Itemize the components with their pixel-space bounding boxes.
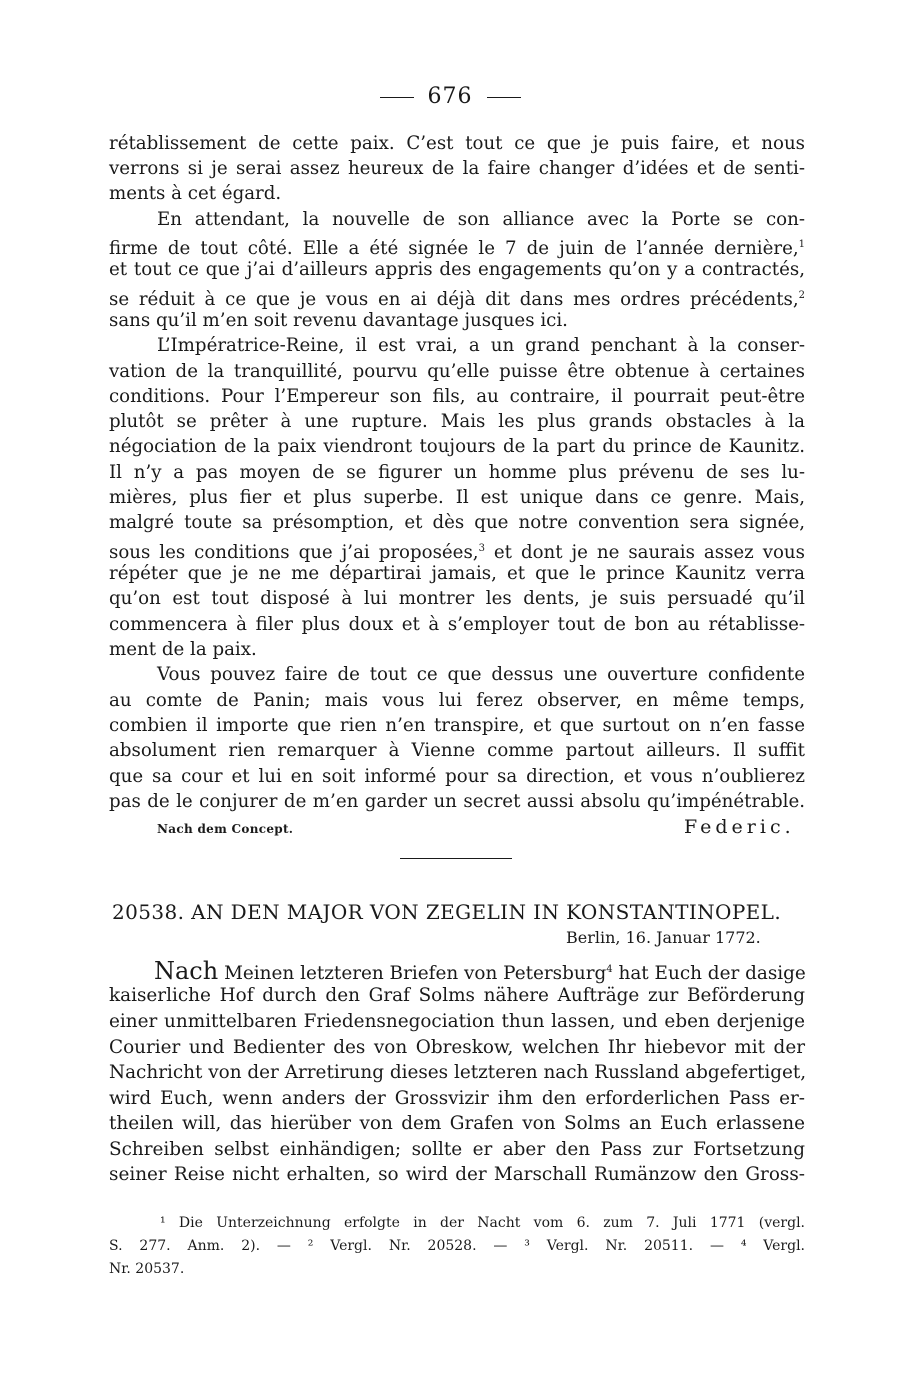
footnote-mark: 1 (798, 239, 805, 250)
drop-cap-word: Nach (154, 957, 219, 985)
page-number (0, 84, 900, 109)
text-line: rétablissement de cette paix. C’est tout ce que je puis faire, et nous (109, 133, 805, 154)
text-line: verrons si je serai assez heureux de la faire changer d’idées et de senti- (109, 158, 805, 179)
source-note: Nach dem Concept. (157, 822, 294, 836)
page-number-dash-right (487, 97, 521, 98)
text-line: négociation de la paix viendront toujours de la part du prince de Kaunitz. (109, 436, 805, 457)
section-divider (400, 858, 512, 859)
text-fragment: et dont je ne saurais assez vous (493, 542, 805, 563)
text-line: seiner Reise nicht erhalten, so wird der Marschall Rumänzow den Gross- (109, 1164, 805, 1185)
text-line: En attendant, la nouvelle de son alliance avec la Porte se con- (157, 209, 805, 230)
footnote-line: Nr. 20537. (109, 1261, 185, 1277)
page-number-text: 676 (427, 84, 473, 109)
text-line: plutôt se prêter à une rupture. Mais les plus grands obstacles à la (109, 411, 805, 432)
text-fragment: hat Euch der dasige (612, 963, 806, 984)
text-line: Vous pouvez faire de tout ce que dessus une ouverture confidente (157, 664, 805, 685)
footnote-line: S. 277. Anm. 2). — ² Vergl. Nr. 20528. — ³ Vergl. Nr. 20511. — ⁴ Vergl. (109, 1238, 805, 1254)
text-line: commencera à filer plus doux et à s’employer tout de bon au rétablisse- (109, 614, 805, 635)
text-line: Il n’y a pas moyen de se figurer un homme plus prévenu de ses lu- (109, 462, 805, 483)
text-line: einer unmittelbaren Friedensnegociation thun lassen, und eben derjenige (109, 1011, 805, 1032)
text-line: mières, plus fier et plus superbe. Il est unique dans ce genre. Mais, (109, 487, 805, 508)
text-line: combien il importe que rien n’en transpire, et que surtout on n’en fasse (109, 715, 805, 736)
text-fragment: Meinen letzteren Briefen von Petersburg (218, 963, 607, 984)
letter-heading: 20538. AN DEN MAJOR VON ZEGELIN IN KONSTANTINOPEL. (112, 900, 782, 924)
text-line: malgré toute sa présomption, et dès que notre convention sera signée, (109, 512, 805, 533)
text-line: ments à cet égard. (109, 183, 282, 204)
text-fragment (485, 542, 494, 563)
text-line: conditions. Pour l’Empereur son fils, au contraire, il pourrait peut-être (109, 386, 805, 407)
text-fragment: se réduit à ce que je vous en ai déjà dit dans mes ordres précédents, (109, 289, 799, 310)
text-line (154, 957, 805, 986)
text-line: ment de la paix. (109, 639, 257, 660)
text-line: L’Impératrice-Reine, il est vrai, a un grand penchant à la conser- (157, 335, 805, 356)
footnote-mark: 2 (798, 290, 805, 301)
text-line: sans qu’il m’en soit revenu davantage jusques ici. (109, 310, 568, 331)
text-fragment: sous les conditions que j’ai proposées, (109, 542, 479, 563)
text-line: absolument rien remarquer à Vienne comme partout ailleurs. Il suffit (109, 740, 805, 761)
text-line: répéter que je ne me départirai jamais, et que le prince Kaunitz verra (109, 563, 805, 584)
footnote-mark: 4 (606, 964, 613, 975)
footnote-line: ¹ Die Unterzeichnung erfolgte in der Nacht vom 6. zum 7. Juli 1771 (vergl. (160, 1215, 805, 1231)
text-line: theilen will, das hierüber von dem Grafen von Solms an Euch erlassene (109, 1113, 805, 1134)
text-line: Nachricht von der Arretirung dieses letzteren nach Russland abgefertiget, (109, 1062, 807, 1083)
text-line: Courier und Bedienter des von Obreskow, welchen Ihr hiebevor mit der (109, 1037, 805, 1058)
signature: Federic. (684, 816, 795, 838)
text-line: kaiserliche Hof durch den Graf Solms nähere Aufträge zur Beförderung (109, 985, 805, 1006)
text-line: wird Euch, wenn anders der Grossvizir ihm den erforderlichen Pass er- (109, 1088, 805, 1109)
text-line: au comte de Panin; mais vous lui ferez observer, en même temps, (109, 690, 805, 711)
text-line: que sa cour et lui en soit informé pour sa direction, et vous n’oublierez (109, 766, 805, 787)
text-line: Schreiben selbst einhändigen; sollte er aber den Pass zur Fortsetzung (109, 1139, 805, 1160)
letter-dateline: Berlin, 16. Januar 1772. (566, 928, 761, 947)
text-fragment: firme de tout côté. Elle a été signée le 7 de juin de l’année dernière, (109, 238, 799, 259)
page-number-dash-left (380, 97, 414, 98)
text-line: qu’on est tout disposé à lui montrer les dents, je suis persuadé qu’il (109, 588, 805, 609)
text-line: pas de le conjurer de m’en garder un secret aussi absolu qu’impénétrable. (109, 791, 805, 812)
text-line: vation de la tranquillité, pourvu qu’elle puisse être obtenue à certaines (109, 361, 805, 382)
footnote-mark: 3 (478, 543, 485, 554)
text-line: et tout ce que j’ai d’ailleurs appris des engagements qu’on y a contractés, (109, 259, 805, 280)
